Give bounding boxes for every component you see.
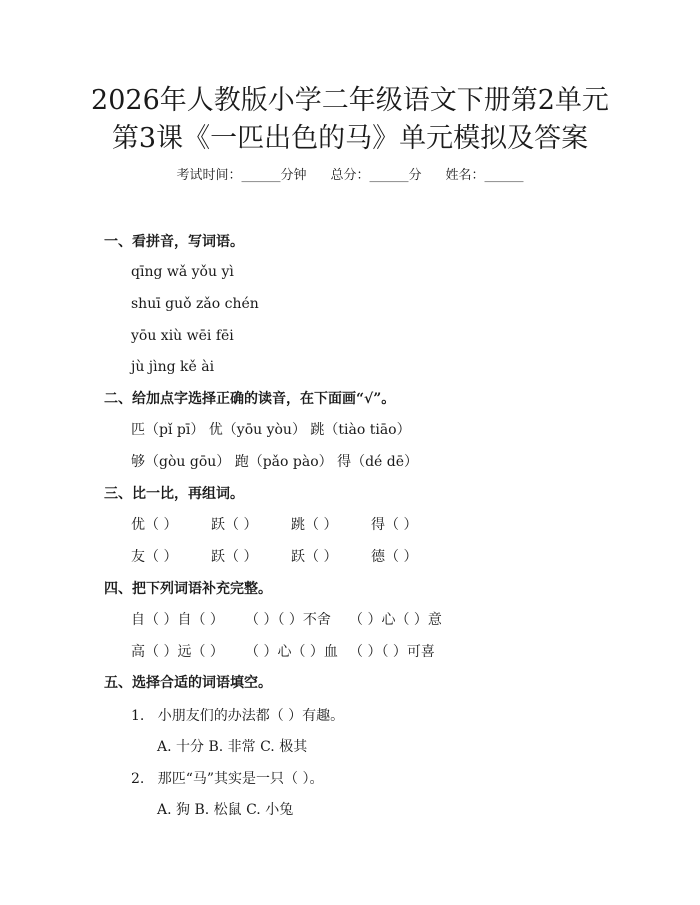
compare-item: 友（ ） <box>131 549 178 565</box>
idiom-row <box>131 610 442 630</box>
compare-item: 跃（ ） <box>291 549 338 565</box>
compare-item: 优（ ） <box>131 517 178 533</box>
section-2-heading: 二、给加点字选择正确的读音，在下面画“√”。 <box>104 391 396 407</box>
total-score-field: 总分：______分 <box>330 168 422 183</box>
compare-item: 德（ ） <box>371 549 418 565</box>
compare-row <box>131 547 417 567</box>
idiom-row <box>131 642 435 662</box>
section-4-heading: 四、把下列词语补充完整。 <box>104 581 272 597</box>
title-line-2: 第3课《一匹出色的马》单元模拟及答案 <box>111 123 589 154</box>
section-3-heading: 三、比一比，再组词。 <box>104 486 244 502</box>
pinyin-line: jù jìng kě ài <box>131 359 215 375</box>
reading-choice-line: 匹（pǐ pī） 优（yōu yòu） 跳（tiào tiāo） <box>131 422 411 438</box>
compare-item: 跳（ ） <box>291 517 338 533</box>
section-5-heading: 五、选择合适的词语填空。 <box>104 675 272 691</box>
question-2-options: A. 狗 B. 松鼠 C. 小兔 <box>157 802 294 818</box>
exam-meta <box>0 166 700 186</box>
idiom-item: （ ）（ ）不舍 <box>245 612 331 628</box>
pinyin-line: yōu xiù wēi fēi <box>131 328 234 344</box>
question-2: 2. 那匹“马”其实是一只（ ）。 <box>131 771 324 787</box>
question-1-options: A. 十分 B. 非常 C. 极其 <box>157 739 308 755</box>
idiom-item: （ ）心（ ）意 <box>349 612 442 628</box>
compare-item: 跃（ ） <box>211 517 258 533</box>
title-line-1: 2026年人教版小学二年级语文下册第2单元 <box>91 85 609 116</box>
pinyin-line: shuī guǒ zǎo chén <box>131 296 259 312</box>
idiom-item: （ ）心（ ）血 <box>245 644 338 660</box>
idiom-item: 高（ ）远（ ） <box>131 644 224 660</box>
compare-item: 得（ ） <box>371 517 418 533</box>
pinyin-line: qīng wǎ yǒu yì <box>131 264 234 280</box>
section-1-heading: 一、看拼音，写词语。 <box>104 234 244 250</box>
question-1: 1. 小朋友们的办法都（ ）有趣。 <box>131 708 345 724</box>
idiom-item: 自（ ）自（ ） <box>131 612 224 628</box>
student-name-field: 姓名：______ <box>445 168 524 183</box>
compare-item: 跃（ ） <box>211 549 258 565</box>
idiom-item: （ ）（ ）可喜 <box>349 644 435 660</box>
compare-row <box>131 515 417 535</box>
reading-choice-line: 够（gòu gōu） 跑（pǎo pào） 得（dé dē） <box>131 454 419 470</box>
exam-time-field: 考试时间：______分钟 <box>176 168 307 183</box>
